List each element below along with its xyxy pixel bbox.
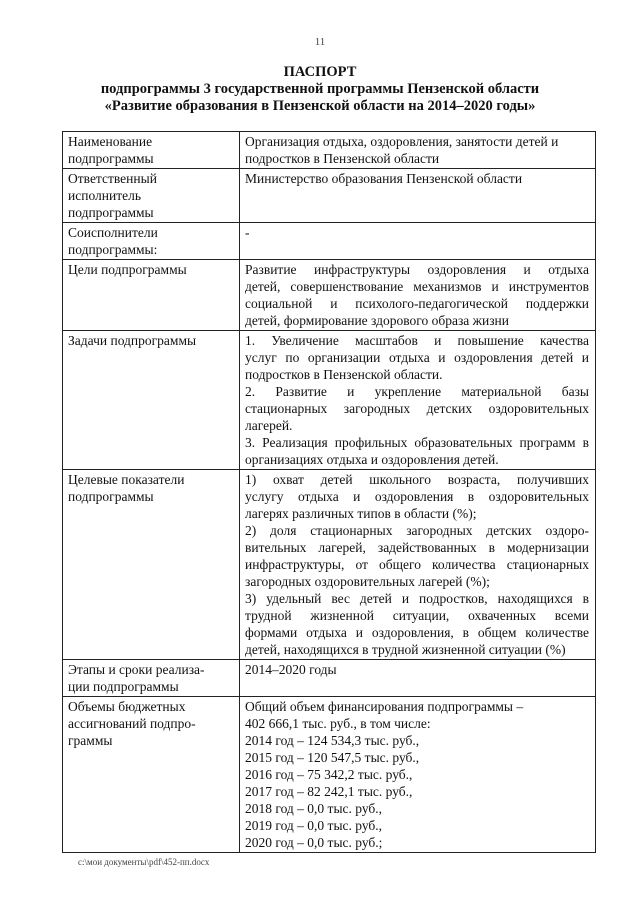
row-label-line: ции подпрограммы	[68, 679, 179, 694]
row-value-cell	[240, 470, 596, 660]
row-value-line: 2015 год – 120 547,5 тыс. руб.,	[245, 750, 420, 765]
row-label-line: Цели подпрограммы	[68, 262, 187, 277]
row-value-line: 2017 год – 82 242,1 тыс. руб.,	[245, 784, 413, 799]
row-value-cell	[240, 660, 596, 697]
row-label-line: граммы	[68, 733, 113, 748]
row-value-line: вительных лагерей, задействованных в модернизации	[245, 540, 589, 555]
row-value-line: 2. Развитие и укрепление материальной базы	[245, 384, 589, 399]
page-number: 11	[314, 36, 326, 48]
row-label-cell	[63, 331, 240, 470]
table-row	[63, 470, 596, 660]
row-value-line: стационарных загородных детских оздоровительных	[245, 401, 589, 416]
row-value-line: трудной жизненной ситуации, охваченных всеми	[245, 608, 589, 623]
row-value-cell	[240, 331, 596, 470]
row-value-line: подростков в Пензенской области	[245, 151, 440, 166]
title-line-1: ПАСПОРТ	[283, 64, 357, 80]
table-row	[63, 132, 596, 169]
row-value-line: 3. Реализация профильных образовательных программ в	[245, 435, 589, 450]
row-label-line: Этапы и сроки реализа-	[68, 662, 205, 677]
passport-table	[62, 131, 596, 853]
row-value-line: подростков в Пензенской области.	[245, 367, 443, 382]
row-label-line: Объемы бюджетных	[68, 699, 186, 714]
row-value-cell	[240, 260, 596, 331]
row-value-line: -	[245, 225, 250, 240]
row-value-line: 1) охват детей школьного возраста, получивших	[245, 472, 589, 487]
table-row	[63, 697, 596, 853]
row-value-line: 2014–2020 годы	[245, 662, 337, 677]
row-label-line: Задачи подпрограммы	[68, 333, 197, 348]
row-value-line: Организация отдыха, оздоровления, занятости детей и	[245, 134, 559, 149]
table-row	[63, 660, 596, 697]
row-value-line: детей, совершенствование механизмов и инструментов	[245, 279, 589, 294]
row-label-line: Соисполнители	[68, 225, 158, 240]
row-label-cell	[63, 223, 240, 260]
row-value-cell	[240, 132, 596, 169]
row-label-cell	[63, 660, 240, 697]
row-label-cell	[63, 260, 240, 331]
row-value-line: Министерство образования Пензенской области	[245, 171, 523, 186]
row-label-line: подпрограммы	[68, 489, 154, 504]
row-value-line: 2) доля стационарных загородных детских оздоро-	[245, 523, 589, 538]
table-row	[63, 260, 596, 331]
row-value-cell	[240, 169, 596, 223]
row-label-line: Наименование	[68, 134, 153, 149]
row-value-line: 402 666,1 тыс. руб., в том числе:	[245, 716, 431, 731]
row-label-line: подпрограммы	[68, 151, 154, 166]
table-row	[63, 331, 596, 470]
row-label-line: Целевые показатели	[68, 472, 185, 487]
row-value-line: лагерях различных типов в области (%);	[245, 506, 477, 521]
row-label-cell	[63, 697, 240, 853]
title-line-3: «Развитие образования в Пензенской области на 2014–2020 годы»	[104, 98, 536, 114]
row-label-line: подпрограммы:	[68, 242, 158, 257]
row-value-line: Развитие инфраструктуры оздоровления и отдыха	[245, 262, 589, 277]
row-label-line: подпрограммы	[68, 205, 154, 220]
row-label-cell	[63, 470, 240, 660]
row-value-line: инфраструктуры, от общего количества стационарных	[245, 557, 589, 572]
row-value-line: загородных оздоровительных лагерей (%);	[245, 574, 490, 589]
row-value-line: социальной и психолого-педагогической поддержки	[245, 296, 589, 311]
row-label-cell	[63, 169, 240, 223]
row-value-line: лагерей.	[245, 418, 293, 433]
row-label-line: Ответственный	[68, 171, 157, 186]
row-value-line: услугу отдыха и оздоровления в оздоровительных	[245, 489, 589, 504]
row-value-line: 1. Увеличение масштабов и повышение качества	[245, 333, 589, 348]
row-value-line: 2018 год – 0,0 тыс. руб.,	[245, 801, 383, 816]
row-value-line: формами отдыха и оздоровления, в общем количестве	[245, 625, 589, 640]
row-label-line: ассигнований подпро-	[68, 716, 196, 731]
row-value-line: 2014 год – 124 534,3 тыс. руб.,	[245, 733, 420, 748]
row-value-line: 2016 год – 75 342,2 тыс. руб.,	[245, 767, 413, 782]
row-label-line: исполнитель	[68, 188, 141, 203]
table-row	[63, 223, 596, 260]
table-row	[63, 169, 596, 223]
footer-file-path: c:\мои документы\pdf\452-пп.docx	[78, 857, 210, 867]
row-value-line: услуг по организации отдыха и оздоровления детей и	[245, 350, 589, 365]
row-label-cell	[63, 132, 240, 169]
row-value-cell	[240, 223, 596, 260]
row-value-line: 2019 год – 0,0 тыс. руб.,	[245, 818, 383, 833]
row-value-cell	[240, 697, 596, 853]
row-value-line: детей, находящихся в трудной жизненной ситуации (%)	[245, 642, 566, 657]
row-value-line: организациях отдыха и оздоровления детей.	[245, 452, 499, 467]
row-value-line: 2020 год – 0,0 тыс. руб.;	[245, 835, 383, 850]
document-title	[0, 64, 640, 115]
title-line-2: подпрограммы 3 государственной программы Пензенской области	[100, 81, 540, 97]
row-value-line: Общий объем финансирования подпрограммы –	[245, 699, 524, 714]
row-value-line: детей, формирование здорового образа жизни	[245, 313, 510, 328]
row-value-line: 3) удельный вес детей и подростков, находящихся в	[245, 591, 589, 606]
